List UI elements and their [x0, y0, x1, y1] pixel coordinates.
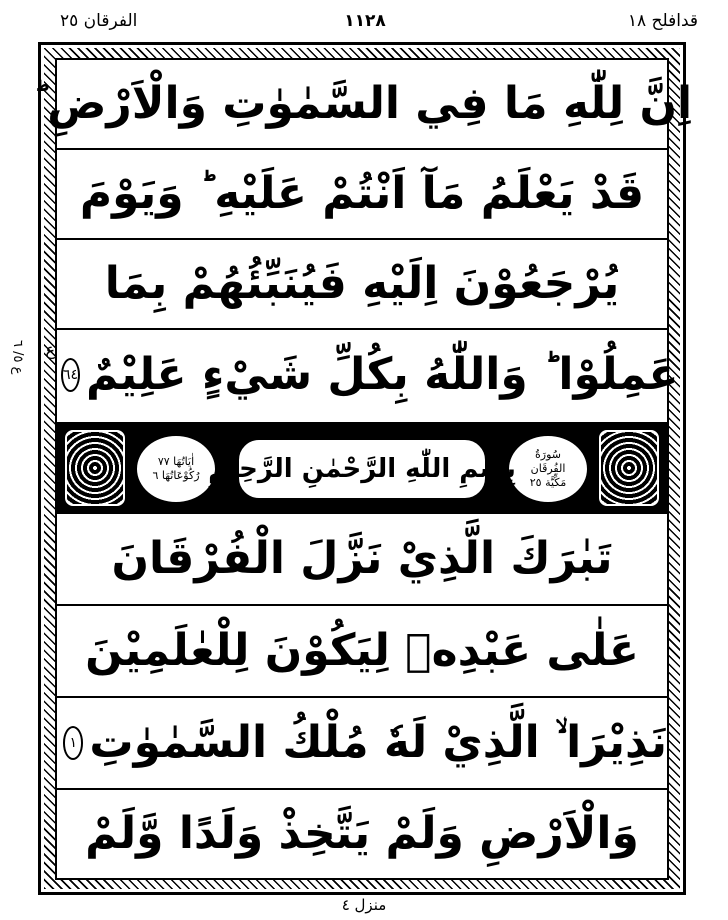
page-number: ١١٢٨ — [344, 11, 386, 31]
basmala-cartouche — [208, 438, 516, 500]
surah-label: سُورَةُ — [535, 448, 561, 461]
verse-line-3 — [57, 240, 667, 330]
juz-name-header: قدافلح ١٨ — [627, 11, 698, 31]
ayah-number-marker: ٦٤ — [61, 358, 80, 392]
ayah-count: اٰيَاتُهَا ٧٧ — [157, 455, 195, 468]
verse-line-2 — [57, 150, 667, 240]
surah-info-medallion — [507, 434, 589, 504]
verse-text: قَدْ يَعْلَمُ مَآ اَنْتُمْ عَلَيْهِ ؕ وَيَوْمَ — [79, 168, 645, 219]
verse-line-7 — [57, 698, 667, 790]
surah-header-banner — [57, 422, 667, 514]
verse-text: اِنَّ لِلّٰهِ مَا فِي السَّمٰوٰتِ وَالْاَرْضِ ؕ — [31, 78, 693, 129]
verse-text: عَلٰى عَبْدِهٖ لِيَكُوْنَ لِلْعٰلَمِيْنَ — [85, 625, 639, 676]
verse-text: وَالْاَرْضِ وَلَمْ يَتَّخِذْ وَلَدًا وَّلَمْ — [85, 808, 639, 859]
margin-ruku-note: ع ٥/ ٦ — [10, 340, 25, 375]
verse-text: تَبٰرَكَ الَّذِيْ نَزَّلَ الْفُرْقَانَ — [111, 533, 613, 584]
verse-line-4 — [45, 330, 679, 420]
verse-line-1 — [31, 60, 693, 150]
ornament-left-icon — [65, 430, 125, 506]
verse-text: عَمِلُوْا ؕ وَاللّٰهُ بِكُلِّ شَيْءٍ عَلِيْمٌ — [86, 349, 679, 400]
verse-line-6 — [57, 606, 667, 698]
ayah-number-marker: ١ — [63, 726, 83, 760]
verse-text: نَذِيْرَا ۙ الَّذِيْ لَهٗ مُلْكُ السَّمٰوٰتِ — [89, 717, 667, 768]
ruku-mark: ع — [45, 340, 55, 359]
surah-name-header: الفرقان ٢٥ — [60, 11, 138, 31]
ayah-count-medallion — [135, 434, 217, 504]
ornament-right-icon — [599, 430, 659, 506]
surah-title: الفُرقَان — [530, 462, 566, 475]
verse-line-8 — [57, 790, 667, 878]
page-header — [0, 6, 728, 36]
basmala-text: بِسْمِ اللّٰهِ الرَّحْمٰنِ الرَّحِيْمِ — [208, 454, 516, 484]
verse-line-5 — [57, 514, 667, 606]
manzil-footer: منزل ٤ — [341, 896, 387, 914]
ruku-count: رُكُوْعَاتُهَا ٦ — [152, 469, 200, 482]
surah-type: مَكِّيَّة ٢٥ — [529, 476, 567, 489]
verse-text: يُرْجَعُوْنَ اِلَيْهِ فَيُنَبِّئُهُمْ بِمَا — [104, 258, 620, 309]
